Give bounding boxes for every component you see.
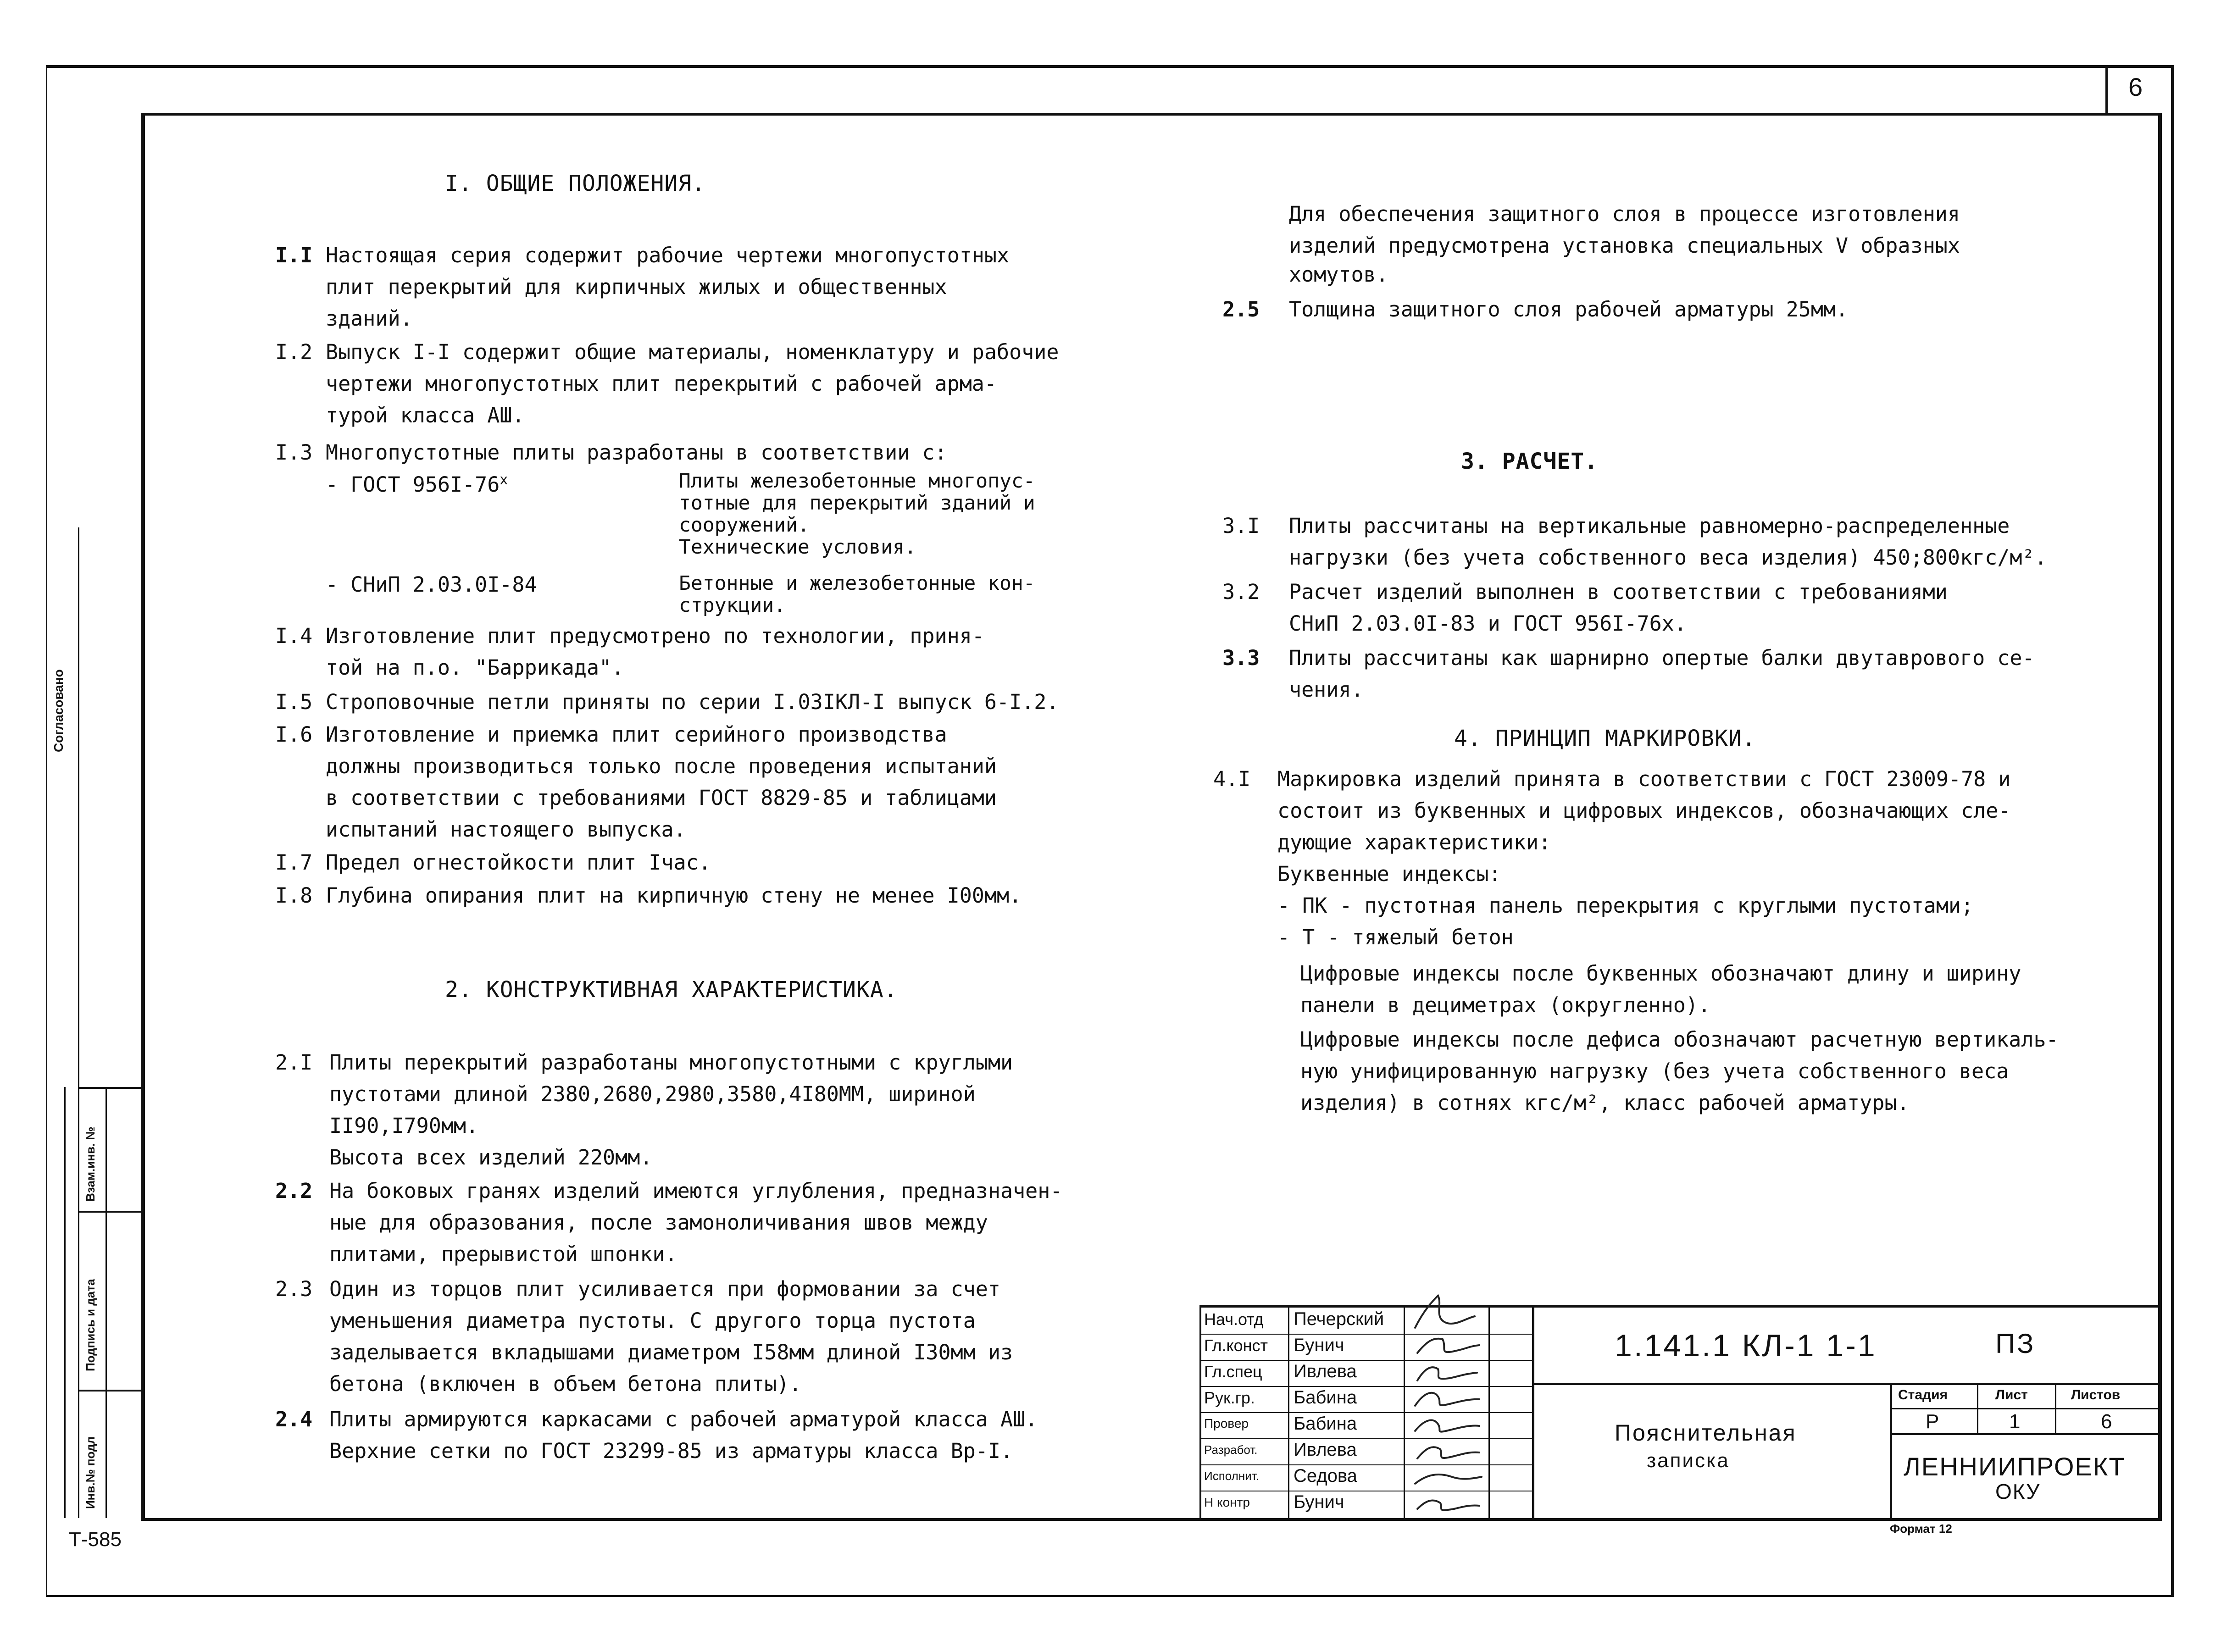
item-line: состоит из буквенных и цифровых индексов, обозначающих сле-: [1277, 798, 2011, 823]
tb-stage-col2: [2055, 1383, 2056, 1434]
ref-desc-line: струкции.: [679, 594, 786, 617]
item-number: 3.3: [1222, 646, 1260, 670]
ref-desc-line: Технические условия.: [679, 536, 916, 559]
tb-name: Ивлева: [1294, 1440, 1357, 1460]
tb-name: Бабина: [1294, 1387, 1357, 1408]
tb-stage-value: Р: [1926, 1410, 1939, 1433]
item-number: 2.4: [275, 1407, 313, 1431]
item-line: Буквенные индексы:: [1277, 862, 1501, 886]
item-line: бетона (включен в объем бетона плиты).: [329, 1372, 802, 1396]
tb-name: Бунич: [1294, 1335, 1344, 1355]
tb-stage-label: Стадия: [1898, 1387, 1948, 1403]
item-line: должны производиться только после проведения испытаний: [326, 754, 997, 778]
item-line: Расчет изделий выполнен в соответствии с требованиями: [1289, 580, 1948, 604]
item-line: Высота всех изделий 220мм.: [329, 1145, 653, 1170]
ref-code-text: - ГОСТ 956I-76: [326, 472, 500, 497]
section1-title: I. ОБЩИЕ ПОЛОЖЕНИЯ.: [445, 171, 706, 196]
inner-border-top: [143, 113, 2161, 116]
item-line: Предел огнестойкости плит Iчас.: [326, 850, 711, 875]
cont-line: изделий предусмотрена установка специальных V образных: [1289, 233, 1960, 258]
tb-name: Бунич: [1294, 1492, 1344, 1512]
item-line: Выпуск I-I содержит общие материалы, номенклатуру и рабочие: [326, 340, 1059, 364]
tb-col-names: [1404, 1307, 1405, 1519]
ref-desc-line: Бетонные и железобетонные кон-: [679, 572, 1035, 595]
section4-title: 4. ПРИНЦИП МАРКИРОВКИ.: [1454, 726, 1756, 751]
section2-title: 2. КОНСТРУКТИВНАЯ ХАРАКТЕРИСТИКА.: [445, 977, 898, 1003]
tb-col-roles: [1288, 1307, 1289, 1519]
item-line: чертежи многопустотных плит перекрытий с рабочей арма-: [326, 371, 997, 396]
tb-sheets-value: 6: [2101, 1410, 2112, 1433]
strip-divider-2: [78, 1211, 142, 1213]
ref-desc-line: сооружений.: [679, 514, 810, 537]
item-number: 3.I: [1222, 514, 1260, 538]
item-line: II90,I790мм.: [329, 1114, 479, 1138]
strip-inv-podl-label: Инв.№ подл: [83, 1436, 97, 1509]
item-line: Верхние сетки по ГОСТ 23299-85 из арматуры класса Вр-I.: [329, 1439, 1013, 1463]
tb-doc-title-2: записка: [1647, 1449, 1730, 1472]
item-line: Плиты рассчитаны на вертикальные равномерно-распределенные: [1289, 514, 2010, 538]
item-line: Настоящая серия содержит рабочие чертежи многопустотных: [326, 243, 1010, 267]
para-line: Цифровые индексы после дефиса обозначают расчетную вертикаль-: [1300, 1027, 2059, 1052]
tb-right-split: [1890, 1383, 1892, 1519]
strip-inner-line: [78, 527, 79, 1518]
strip-sign-date-label: Подпись и дата: [83, 1279, 97, 1371]
tb-mid-vertical: [1532, 1305, 1534, 1519]
inner-border-left: [141, 113, 145, 1521]
ref-code-sup: х: [500, 472, 508, 488]
cont-line: хомутов.: [1289, 262, 1388, 287]
item-line: Изготовление и приемка плит серийного производства: [326, 722, 947, 747]
item-line: Один из торцов плит усиливается при формовании за счет: [329, 1277, 1000, 1301]
strip-inv-label: Взам.инв. №: [83, 1126, 97, 1202]
tb-role: Н контр: [1204, 1495, 1250, 1509]
item-number: 2.2: [275, 1179, 313, 1203]
item-line: плитами, прерывистой шпонки.: [329, 1242, 677, 1266]
tb-sheet-label: Лист: [1995, 1387, 2028, 1403]
tb-doc-title-1: Пояснительная: [1615, 1420, 1797, 1446]
strip-outer-line: [64, 1087, 66, 1518]
tb-divider-h1: [1532, 1383, 2160, 1385]
item-line: дующие характеристики:: [1277, 830, 1551, 854]
outer-border-right: [2171, 65, 2174, 1597]
tb-org-1: ЛЕННИИПРОЕКТ: [1904, 1452, 2126, 1481]
sheet-box-right: [2171, 65, 2173, 115]
item-number: 2.I: [275, 1050, 313, 1075]
item-number: I.I: [275, 243, 313, 267]
item-number: I.5: [275, 690, 313, 714]
item-line: турой класса АШ.: [326, 403, 525, 427]
tb-stage-row2-bottom: [1890, 1433, 2160, 1435]
archive-stamp: Т-585: [69, 1528, 122, 1551]
section3-title: 3. РАСЧЕТ.: [1461, 449, 1598, 474]
strip-col-line: [105, 1087, 107, 1518]
item-number: 2.5: [1222, 297, 1260, 322]
item-line: Плиты армируются каркасами с рабочей арматурой класса АШ.: [329, 1407, 1038, 1431]
tb-sheets-label: Листов: [2071, 1387, 2121, 1403]
item-line: ные для образования, после замоноличивания швов между: [329, 1210, 988, 1235]
item-number: I.2: [275, 340, 313, 364]
para-line: панели в дециметрах (округленно).: [1300, 993, 1711, 1017]
item-line: Маркировка изделий принята в соответствии с ГОСТ 23009-78 и: [1277, 767, 2011, 791]
item-line: в соответствии с требованиями ГОСТ 8829-85 и таблицами: [326, 786, 997, 810]
outer-border-top: [46, 65, 2174, 68]
item-line: пустотами длиной 2380,2680,2980,3580,4I80ММ, шириной: [329, 1082, 976, 1106]
inner-border-right: [2158, 113, 2162, 1521]
tb-name: Печерский: [1294, 1309, 1384, 1329]
item-line: нагрузки (без учета собственного веса изделия) 450;800кгс/м².: [1289, 545, 2047, 570]
ref-code: [326, 464, 508, 500]
item-line: На боковых гранях изделий имеются углубления, предназначен-: [329, 1179, 1063, 1203]
tb-role: Гл.спец: [1204, 1362, 1262, 1381]
item-line: СНиП 2.03.0I-83 и ГОСТ 956I-76х.: [1289, 611, 1687, 636]
tb-name: Ивлева: [1294, 1361, 1357, 1381]
tb-role: Провер: [1204, 1416, 1249, 1430]
tb-role: Нач.отд: [1204, 1310, 1264, 1329]
cont-line: Для обеспечения защитного слоя в процессе изготовления: [1289, 202, 1960, 226]
ref-desc-line: тотные для перекрытий зданий и: [679, 492, 1035, 515]
item-line: Плиты рассчитаны как шарнирно опертые балки двутаврового се-: [1289, 646, 2035, 670]
item-line: Строповочные петли приняты по серии I.03IКЛ-I выпуск 6-I.2.: [326, 690, 1059, 714]
item-line: Многопустотные плиты разработаны в соответствии с:: [326, 440, 947, 465]
item-number: 2.3: [275, 1277, 313, 1301]
ref-desc-line: Плиты железобетонные многопус-: [679, 470, 1035, 493]
tb-name: Бабина: [1294, 1414, 1357, 1434]
tb-doc-code: ПЗ: [1995, 1328, 2036, 1359]
tb-name: Седова: [1294, 1466, 1357, 1486]
item-number: I.3: [275, 440, 313, 465]
item-line: Изготовление плит предусмотрено по технологии, приня-: [326, 624, 984, 648]
tb-role: Исполнит.: [1204, 1469, 1259, 1483]
outer-border-left: [46, 65, 47, 1597]
item-line: испытаний настоящего выпуска.: [326, 817, 686, 842]
item-number: 4.I: [1213, 767, 1251, 791]
item-number: 3.2: [1222, 580, 1260, 604]
tb-role: Рук.гр.: [1204, 1388, 1255, 1407]
tb-top: [1199, 1305, 2160, 1308]
item-number: I.4: [275, 624, 313, 648]
item-line: Толщина защитного слоя рабочей арматуры 25мм.: [1289, 297, 1849, 322]
tb-designation: 1.141.1 КЛ-1 1-1: [1615, 1328, 1877, 1363]
strip-divider-1: [78, 1087, 142, 1089]
sheet-box-left: [2105, 65, 2108, 115]
item-line: - Т - тяжелый бетон: [1277, 925, 1514, 949]
strip-agreed-label: Согласовано: [51, 669, 66, 752]
item-line: Плиты перекрытий разработаны многопустотными с круглыми: [329, 1050, 1013, 1075]
outer-border-bottom: [46, 1595, 2174, 1597]
inner-border-bottom: [143, 1518, 2161, 1521]
ref-code: - СНиП 2.03.0I-84: [326, 572, 537, 597]
item-line: заделывается вкладышами диаметром I58мм длиной I30мм из: [329, 1340, 1013, 1364]
strip-divider-3: [78, 1390, 142, 1391]
tb-stage-col1: [1977, 1383, 1978, 1434]
tb-sheet-value: 1: [2009, 1410, 2021, 1433]
item-line: зданий.: [326, 306, 413, 331]
para-line: изделия) в сотнях кгс/м², класс рабочей арматуры.: [1300, 1091, 1910, 1115]
tb-stage-row-bottom: [1890, 1408, 2160, 1409]
tb-org-2: ОКУ: [1995, 1480, 2041, 1503]
item-number: I.7: [275, 850, 313, 875]
item-number: I.6: [275, 722, 313, 747]
item-line: чения.: [1289, 677, 1364, 702]
signatures-graphic: [1406, 1291, 1488, 1518]
para-line: Цифровые индексы после буквенных обозначают длину и ширину: [1300, 961, 2021, 986]
item-number: I.8: [275, 883, 313, 908]
sheet-number: 6: [2128, 72, 2143, 101]
para-line: ную унифицированную нагрузку (без учета собственного веса: [1300, 1059, 2009, 1083]
item-line: той на п.о. "Баррикада".: [326, 655, 624, 680]
tb-format: Формат 12: [1890, 1522, 1952, 1536]
item-line: уменьшения диаметра пустоты. С другого торца пустота: [329, 1308, 976, 1333]
tb-role: Разработ.: [1204, 1443, 1258, 1457]
tb-role: Гл.конст: [1204, 1336, 1268, 1355]
item-line: Глубина опирания плит на кирпичную стену не менее I00мм.: [326, 883, 1022, 908]
item-line: плит перекрытий для кирпичных жилых и общественных: [326, 275, 947, 299]
tb-col-sign: [1488, 1307, 1490, 1519]
item-line: - ПК - пустотная панель перекрытия с круглыми пустотами;: [1277, 893, 1974, 918]
